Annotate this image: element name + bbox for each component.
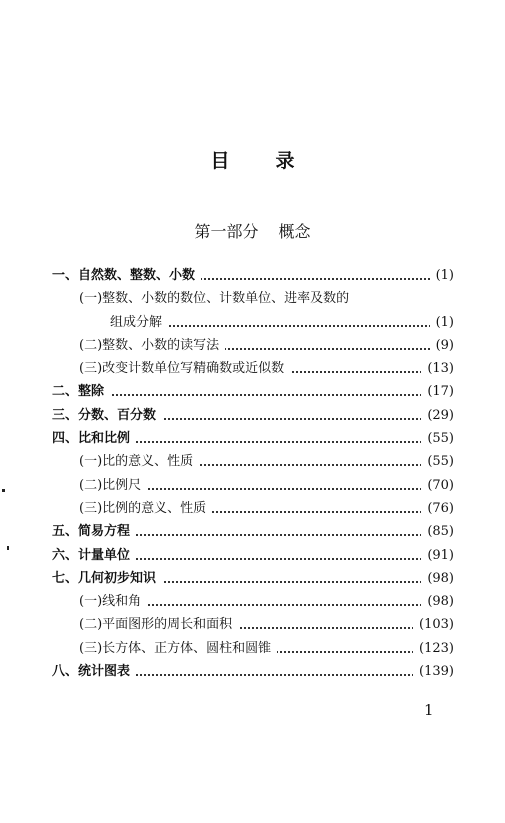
toc-entry-page: (98) — [421, 590, 454, 613]
toc-entry-page: (139) — [413, 660, 454, 683]
toc-entry-label: 八、统计图表 — [52, 660, 136, 683]
toc-entry[interactable] — [52, 660, 454, 683]
toc-entry-page: (98) — [421, 567, 454, 590]
toc-entry-page: (76) — [421, 497, 454, 520]
dot-leader — [52, 394, 454, 396]
toc-entry-page: (29) — [421, 404, 454, 427]
toc-entry-label: (一)整数、小数的数位、计数单位、进率及数的 — [79, 287, 355, 310]
toc-entry-page: (70) — [421, 474, 454, 497]
toc-entry-label: 七、几何初步知识 — [52, 567, 162, 590]
part-name: 概念 — [278, 222, 311, 241]
scan-speck — [7, 546, 9, 550]
toc-entry-label: (二)平面图形的周长和面积 — [79, 613, 238, 636]
toc-entry[interactable] — [52, 520, 454, 543]
toc-entry-page: (91) — [421, 544, 454, 567]
toc-entry[interactable] — [52, 544, 454, 567]
heading-char-1: 目 — [210, 150, 230, 172]
toc-entry-page: (55) — [421, 450, 454, 473]
toc-entry-page: (17) — [421, 380, 454, 403]
scan-speck — [2, 489, 5, 492]
toc-entry-label: (三)比例的意义、性质 — [79, 497, 212, 520]
toc-entry-label: (三)长方体、正方体、圆柱和圆锥 — [79, 637, 277, 660]
toc-entry-label: (二)整数、小数的读写法 — [79, 334, 225, 357]
toc-entry-label: (一)线和角 — [79, 590, 147, 613]
part-label: 第一部分 — [194, 222, 259, 241]
toc-entry-label: 组成分解 — [110, 311, 168, 334]
toc-entry[interactable] — [52, 567, 454, 590]
toc-entry[interactable] — [79, 497, 454, 520]
toc-entry[interactable] — [110, 311, 454, 334]
toc-entry-label: (三)改变计数单位写精确数或近似数 — [79, 357, 290, 380]
toc-entry-label: 三、分数、百分数 — [52, 404, 162, 427]
heading-char-2: 录 — [275, 150, 295, 172]
toc-entry-label: 二、整除 — [52, 380, 110, 403]
toc-entry[interactable] — [52, 380, 454, 403]
toc-entry-label: 六、计量单位 — [52, 544, 136, 567]
toc-entry[interactable] — [79, 287, 454, 310]
toc-entry[interactable] — [79, 613, 454, 636]
toc-entry-page: (85) — [421, 520, 454, 543]
toc-entry-page: (13) — [421, 357, 454, 380]
toc-entry-label: (一)比的意义、性质 — [79, 450, 199, 473]
toc-entry[interactable] — [79, 357, 454, 380]
toc-entry-page: (9) — [430, 334, 454, 357]
toc-entry-label: 一、自然数、整数、小数 — [52, 264, 201, 287]
toc-entry-page: (123) — [413, 637, 454, 660]
toc-entry-page: (1) — [430, 311, 454, 334]
toc-entry[interactable] — [79, 590, 454, 613]
toc-entry[interactable] — [79, 474, 454, 497]
toc-entry[interactable] — [52, 264, 454, 287]
toc-entry-label: (二)比例尺 — [79, 474, 147, 497]
page-number: 1 — [424, 701, 434, 719]
toc-entry-page: (55) — [421, 427, 454, 450]
toc-entry[interactable] — [79, 334, 454, 357]
toc-entry-label: 五、简易方程 — [52, 520, 136, 543]
part-heading — [0, 219, 505, 242]
toc-entry-label: 四、比和比例 — [52, 427, 136, 450]
toc-entry[interactable] — [79, 450, 454, 473]
toc-entry[interactable] — [52, 404, 454, 427]
table-of-contents — [52, 264, 454, 683]
toc-entry-page: (103) — [413, 613, 454, 636]
toc-heading — [0, 146, 505, 173]
toc-entry[interactable] — [79, 637, 454, 660]
toc-entry[interactable] — [52, 427, 454, 450]
toc-entry-page: (1) — [430, 264, 454, 287]
